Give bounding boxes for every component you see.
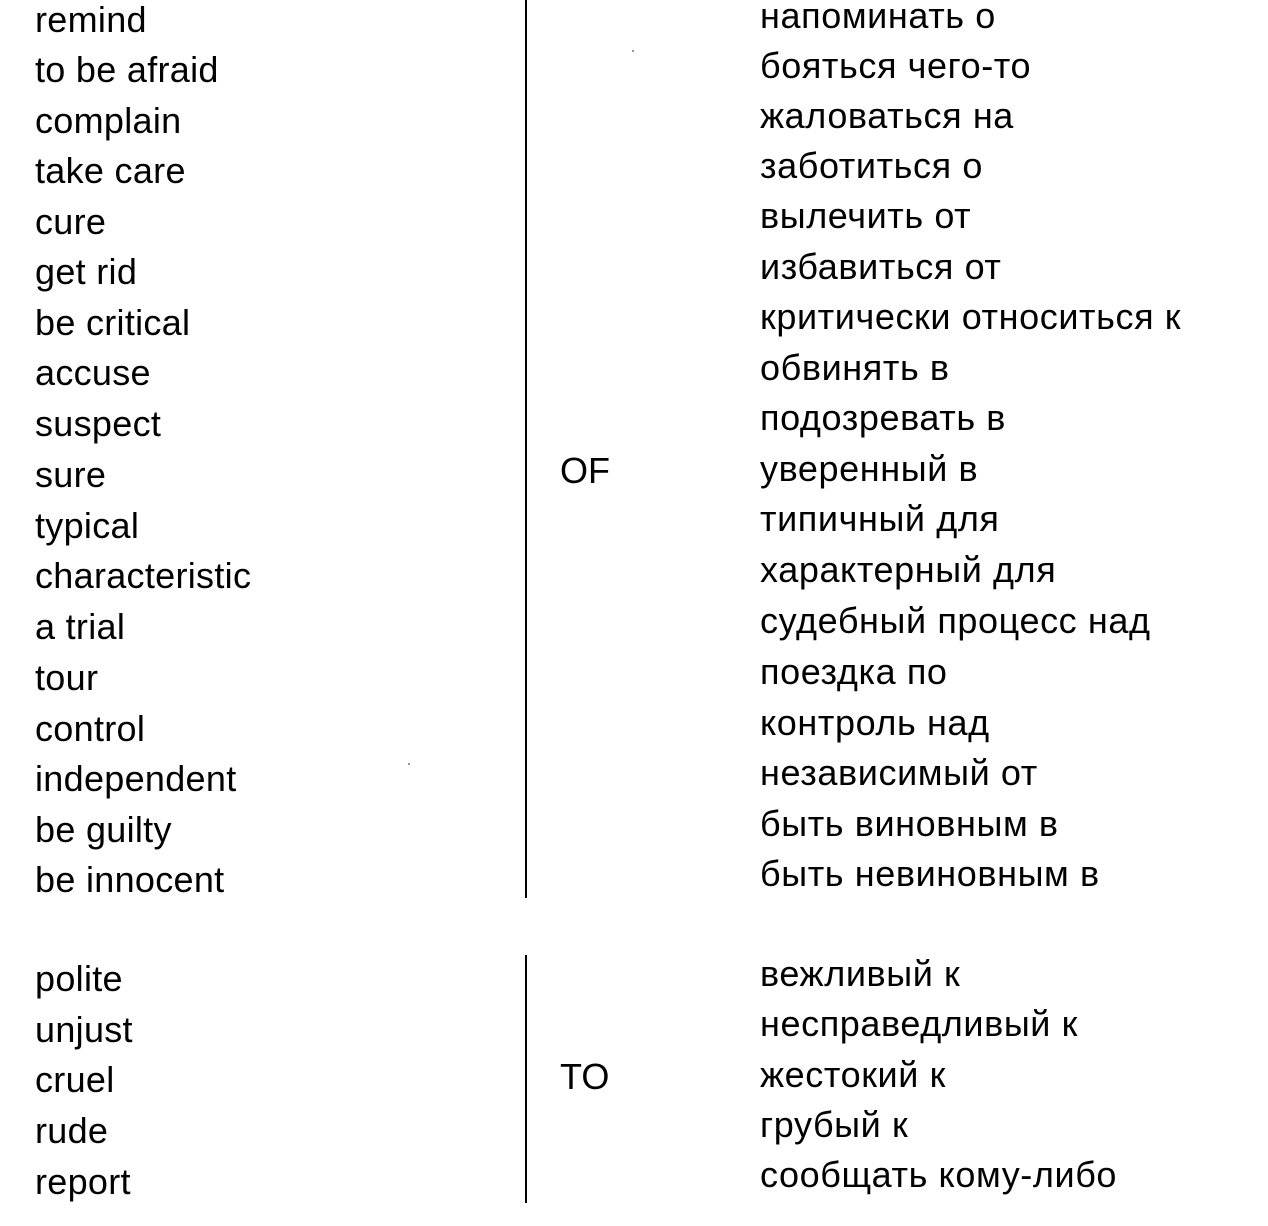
english-phrase: typical	[35, 505, 140, 546]
english-phrase: rude	[35, 1110, 109, 1151]
to-group	[0, 955, 1268, 1205]
english-phrase: suspect	[35, 403, 162, 444]
english-phrase: be guilty	[35, 809, 172, 850]
scan-speck	[408, 763, 410, 765]
english-phrase: characteristic	[35, 555, 252, 596]
english-phrase: unjust	[35, 1009, 133, 1050]
russian-translation: избавиться от	[760, 246, 1002, 287]
english-phrase: take care	[35, 150, 186, 191]
russian-translation: характерный для	[760, 549, 1057, 590]
russian-translation: заботиться о	[760, 145, 983, 186]
russian-translation: типичный для	[760, 498, 1000, 539]
column-divider	[525, 0, 527, 898]
russian-translation: поездка по	[760, 651, 948, 692]
english-phrase: polite	[35, 958, 123, 999]
english-phrase: control	[35, 708, 146, 749]
russian-translation: обвинять в	[760, 347, 950, 388]
russian-translation: вылечить от	[760, 195, 972, 236]
russian-translation: сообщать кому-либо	[760, 1154, 1118, 1195]
preposition-label: TO	[560, 1056, 610, 1097]
russian-translation: быть виновным в	[760, 803, 1059, 844]
english-phrase: be innocent	[35, 859, 225, 900]
russian-translation: вежливый к	[760, 953, 961, 994]
english-phrase: a trial	[35, 606, 126, 647]
russian-translation: подозревать в	[760, 397, 1007, 438]
english-phrase: report	[35, 1161, 131, 1202]
russian-translation: независимый от	[760, 752, 1038, 793]
english-phrase: to be afraid	[35, 49, 219, 90]
russian-translation: бояться чего-то	[760, 45, 1032, 86]
english-phrase: be critical	[35, 302, 191, 343]
russian-translation: критически относиться к	[760, 296, 1182, 337]
english-phrase: independent	[35, 758, 237, 799]
russian-translation: жаловаться на	[760, 95, 1014, 136]
column-divider	[525, 955, 527, 1203]
russian-translation: напоминать о	[760, 0, 996, 36]
russian-translation: контроль над	[760, 702, 990, 743]
english-phrase: remind	[35, 0, 147, 40]
english-phrase: get rid	[35, 251, 138, 292]
russian-translation: быть невиновным в	[760, 853, 1100, 894]
english-phrase: cure	[35, 201, 107, 242]
preposition-label: OF	[560, 450, 610, 491]
english-phrase: sure	[35, 454, 107, 495]
russian-translation: судебный процесс над	[760, 600, 1151, 641]
russian-translation: уверенный в	[760, 448, 979, 489]
russian-translation: грубый к	[760, 1104, 909, 1145]
russian-translation: жестокий к	[760, 1054, 946, 1095]
english-phrase: accuse	[35, 352, 151, 393]
english-phrase: complain	[35, 100, 182, 141]
russian-translation: несправедливый к	[760, 1003, 1078, 1044]
scan-speck	[632, 50, 634, 52]
english-phrase: tour	[35, 657, 99, 698]
english-phrase: cruel	[35, 1059, 115, 1100]
